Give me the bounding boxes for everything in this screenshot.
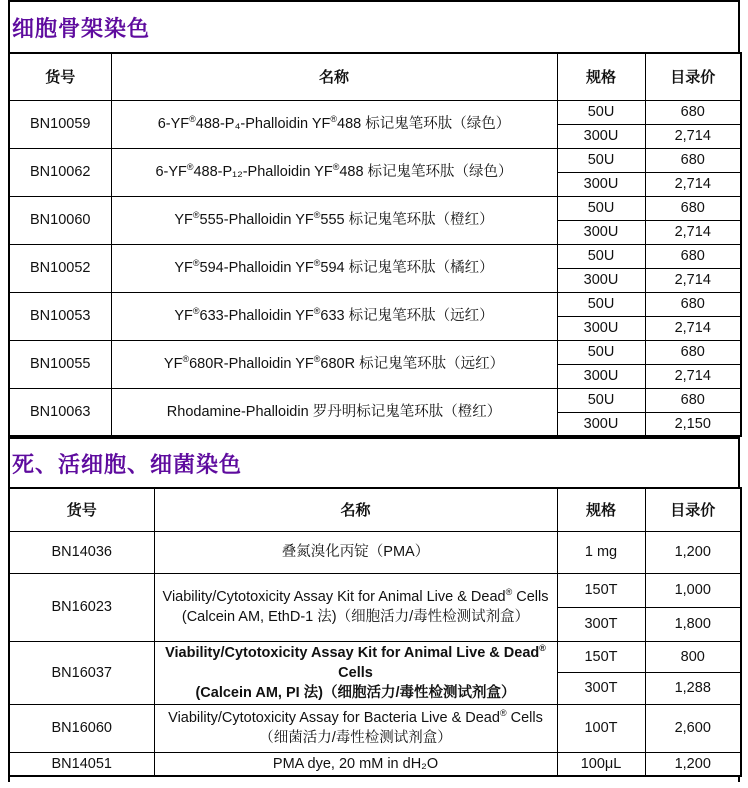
header-row: [9, 53, 741, 100]
column-header-code: 货号: [9, 488, 154, 531]
table-row: [9, 100, 741, 124]
price-cell: 1,200: [645, 752, 741, 776]
spec-cell: 300U: [557, 268, 645, 292]
price-cell: 680: [645, 196, 741, 220]
product-name-cell: YF®680R-Phalloidin YF®680R 标记鬼笔环肽（远红）: [111, 340, 557, 388]
table-row: [9, 573, 741, 607]
table-row: [9, 531, 741, 573]
reagent-catalog-document: [8, 0, 740, 782]
header-row: [9, 488, 741, 531]
spec-cell: 50U: [557, 244, 645, 268]
column-header-spec: 规格: [557, 53, 645, 100]
spec-cell: 1 mg: [557, 531, 645, 573]
product-name-cell: PMA dye, 20 mM in dH₂O: [154, 752, 557, 776]
spec-cell: 300U: [557, 220, 645, 244]
catalog-number-cell: BN10060: [9, 196, 111, 244]
catalog-number-cell: BN16037: [9, 641, 154, 704]
table-body: [9, 100, 741, 436]
table-continuation-stub: [8, 777, 740, 782]
column-header-name: 名称: [154, 488, 557, 531]
spec-cell: 150T: [557, 641, 645, 673]
catalog-number-cell: BN10063: [9, 388, 111, 436]
column-header-price: 目录价: [645, 488, 741, 531]
table-row: [9, 196, 741, 220]
spec-cell: 300U: [557, 316, 645, 340]
product-name-cell: Viability/Cytotoxicity Assay Kit for Animal Live & Dead® Cells (Calcein AM, EthD-1 法)（细胞活力/毒性检测试剂盒）: [154, 573, 557, 641]
product-table-cytoskeleton: [8, 52, 742, 437]
catalog-number-cell: BN10059: [9, 100, 111, 148]
table-row: [9, 244, 741, 268]
price-cell: 1,288: [645, 673, 741, 705]
column-header-price: 目录价: [645, 53, 741, 100]
spec-cell: 100μL: [557, 752, 645, 776]
price-cell: 2,714: [645, 124, 741, 148]
spec-cell: 50U: [557, 148, 645, 172]
spec-cell: 150T: [557, 573, 645, 607]
product-name-cell: YF®633-Phalloidin YF®633 标记鬼笔环肽（远红）: [111, 292, 557, 340]
price-cell: 1,000: [645, 573, 741, 607]
product-name-cell: 6-YF®488-P₄-Phalloidin YF®488 标记鬼笔环肽（绿色）: [111, 100, 557, 148]
column-header-spec: 规格: [557, 488, 645, 531]
table-row: [9, 292, 741, 316]
product-table-live-dead: [8, 487, 742, 777]
spec-cell: 50U: [557, 388, 645, 412]
table-row: [9, 641, 741, 673]
price-cell: 2,714: [645, 172, 741, 196]
table-header-row: [9, 488, 741, 531]
price-cell: 2,714: [645, 316, 741, 340]
table-header-row: [9, 53, 741, 100]
spec-cell: 300T: [557, 673, 645, 705]
spec-cell: 300U: [557, 364, 645, 388]
spec-cell: 300T: [557, 607, 645, 641]
price-cell: 680: [645, 388, 741, 412]
catalog-number-cell: BN14036: [9, 531, 154, 573]
catalog-number-cell: BN10053: [9, 292, 111, 340]
table-row: [9, 704, 741, 752]
table-body: [9, 531, 741, 776]
price-cell: 680: [645, 244, 741, 268]
price-cell: 680: [645, 100, 741, 124]
catalog-number-cell: BN14051: [9, 752, 154, 776]
product-name-cell: Rhodamine-Phalloidin 罗丹明标记鬼笔环肽（橙红）: [111, 388, 557, 436]
spec-cell: 300U: [557, 412, 645, 436]
catalog-number-cell: BN10062: [9, 148, 111, 196]
column-header-code: 货号: [9, 53, 111, 100]
price-cell: 680: [645, 148, 741, 172]
price-cell: 680: [645, 292, 741, 316]
table-row: [9, 340, 741, 364]
spec-cell: 50U: [557, 292, 645, 316]
catalog-number-cell: BN16060: [9, 704, 154, 752]
catalog-number-cell: BN10055: [9, 340, 111, 388]
catalog-number-cell: BN16023: [9, 573, 154, 641]
product-name-cell: Viability/Cytotoxicity Assay for Bacteria Live & Dead® Cells （细菌活力/毒性检测试剂盒）: [154, 704, 557, 752]
spec-cell: 300U: [557, 172, 645, 196]
price-cell: 2,150: [645, 412, 741, 436]
product-name-cell: YF®594-Phalloidin YF®594 标记鬼笔环肽（橘红）: [111, 244, 557, 292]
spec-cell: 300U: [557, 124, 645, 148]
price-cell: 800: [645, 641, 741, 673]
section-title-live-dead-staining: 死、活细胞、细菌染色: [8, 437, 740, 487]
spec-cell: 100T: [557, 704, 645, 752]
price-cell: 1,800: [645, 607, 741, 641]
table-row: [9, 388, 741, 412]
price-cell: 680: [645, 340, 741, 364]
section-title-cytoskeleton-staining: 细胞骨架染色: [8, 0, 740, 52]
price-cell: 2,714: [645, 364, 741, 388]
spec-cell: 50U: [557, 100, 645, 124]
price-cell: 2,600: [645, 704, 741, 752]
table-row: [9, 148, 741, 172]
price-cell: 2,714: [645, 268, 741, 292]
spec-cell: 50U: [557, 340, 645, 364]
product-name-cell: 叠氮溴化丙锭（PMA）: [154, 531, 557, 573]
product-name-cell: YF®555-Phalloidin YF®555 标记鬼笔环肽（橙红）: [111, 196, 557, 244]
spec-cell: 50U: [557, 196, 645, 220]
price-cell: 2,714: [645, 220, 741, 244]
product-name-cell: Viability/Cytotoxicity Assay Kit for Animal Live & Dead® Cells (Calcein AM, PI 法)（细胞活力/毒性检测试剂盒）: [154, 641, 557, 704]
catalog-number-cell: BN10052: [9, 244, 111, 292]
table-row: [9, 752, 741, 776]
price-cell: 1,200: [645, 531, 741, 573]
product-name-cell: 6-YF®488-P₁₂-Phalloidin YF®488 标记鬼笔环肽（绿色）: [111, 148, 557, 196]
column-header-name: 名称: [111, 53, 557, 100]
